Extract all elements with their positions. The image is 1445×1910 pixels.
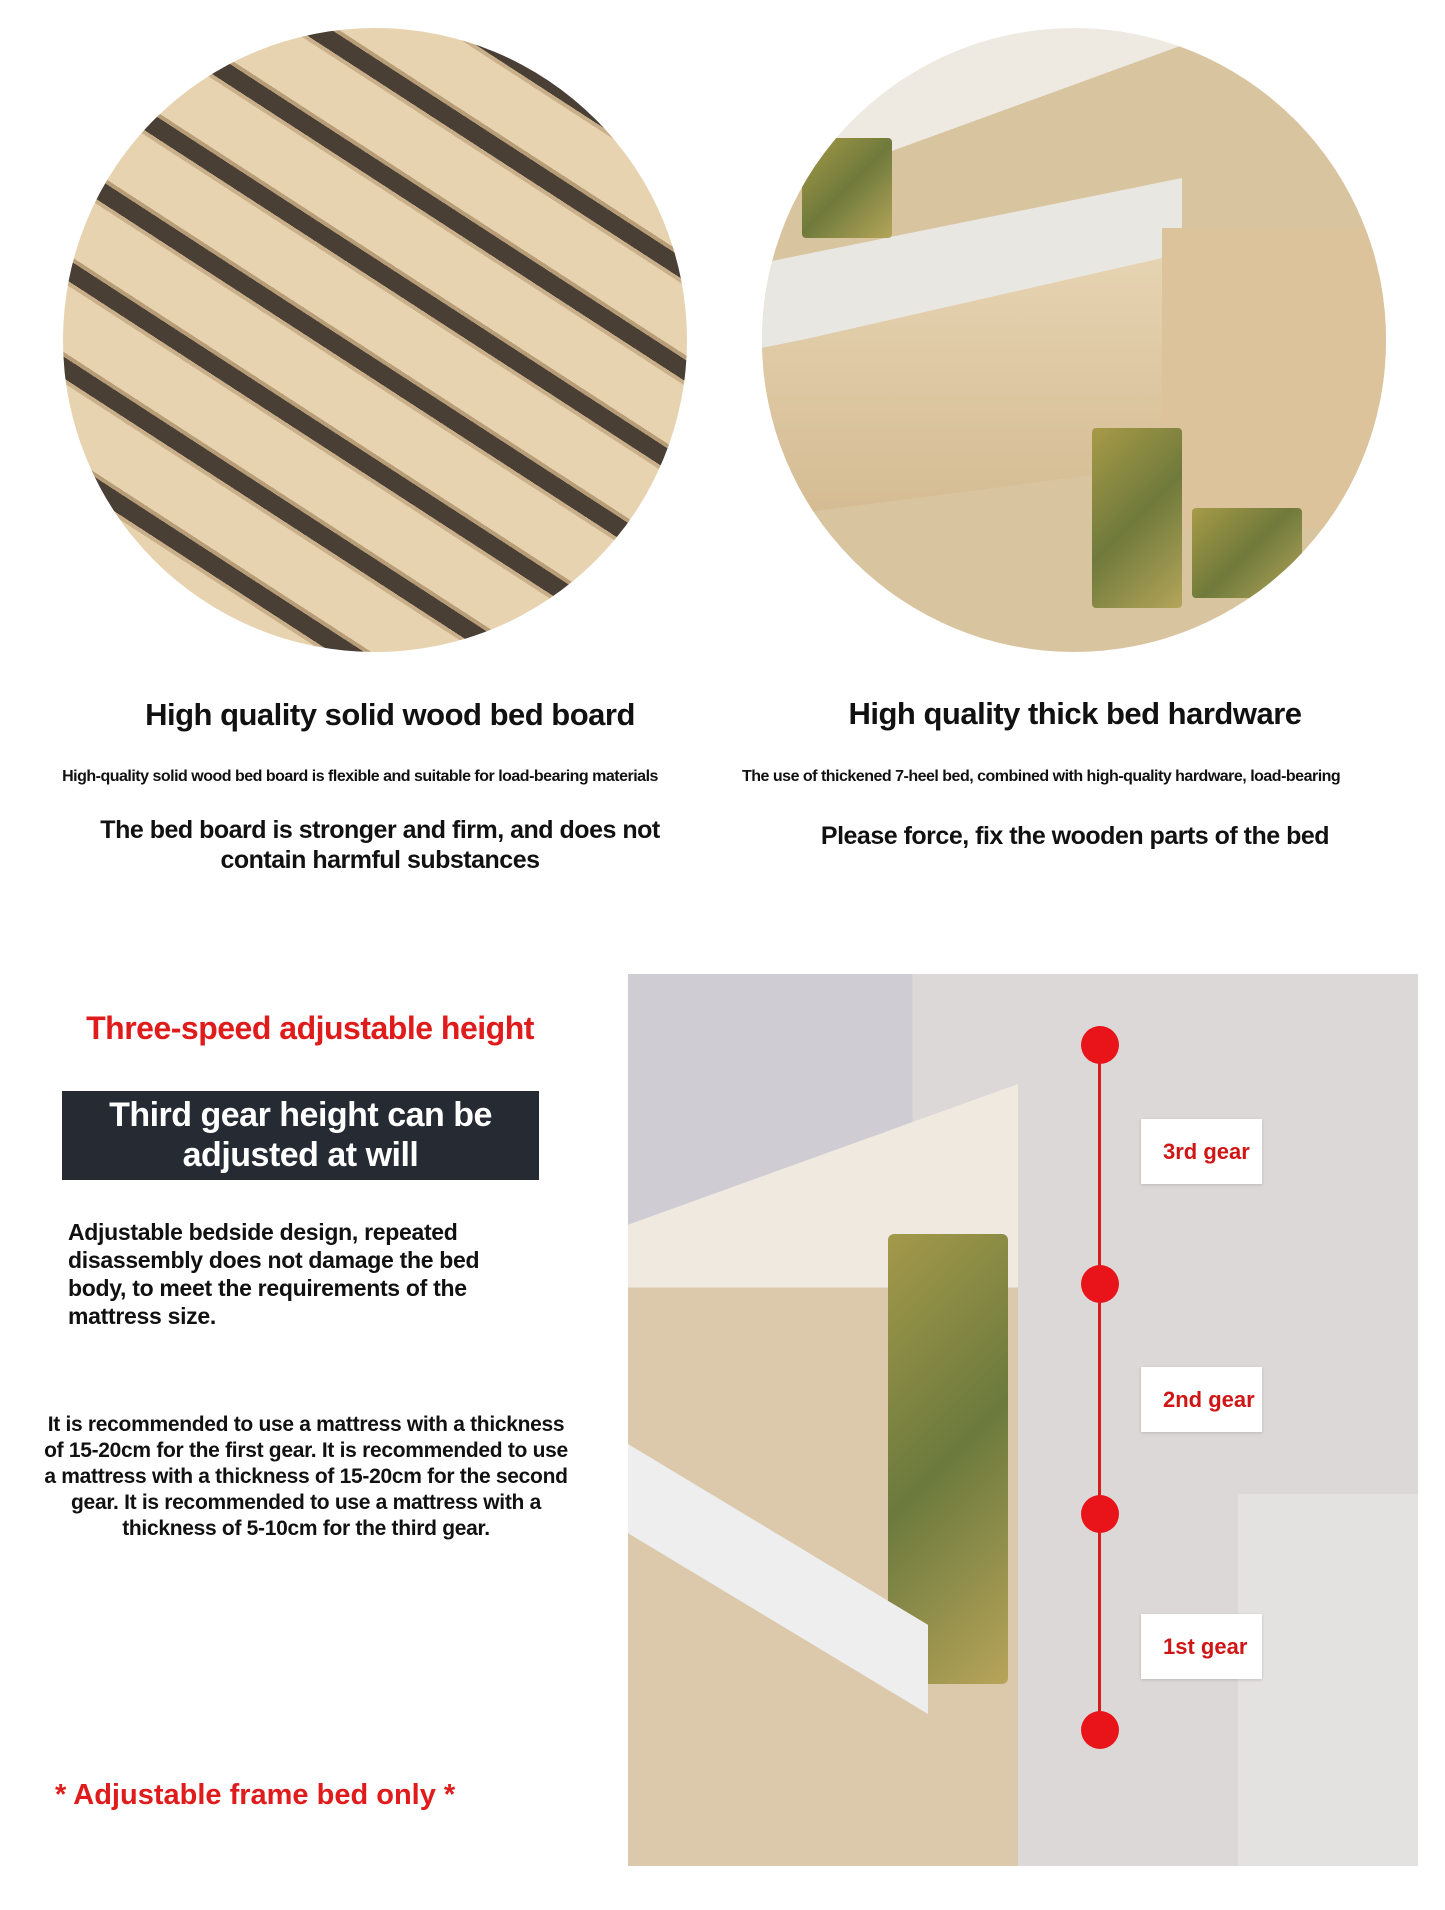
gear-label-3rd: 3rd gear (1141, 1119, 1262, 1184)
bed-hardware-photo (762, 28, 1386, 652)
left-feature-tagline: The bed board is stronger and firm, and does not contain harmful substances (100, 816, 660, 874)
height-dot (1081, 1711, 1119, 1749)
height-dot (1081, 1026, 1119, 1064)
right-feature-desc: The use of thickened 7-heel bed, combined with high-quality hardware, load-bearing (742, 768, 1341, 785)
height-dot (1081, 1265, 1119, 1303)
frame-note: * Adjustable frame bed only * (55, 1779, 456, 1811)
right-feature-title: High quality thick bed hardware (848, 696, 1302, 731)
adjust-banner: Third gear height can be adjusted at will (62, 1091, 539, 1180)
mattress-recommendation: It is recommended to use a mattress with a thickness of 15-20cm for the first gear. It is recommended to use a mattress with a thickness of 15-20cm for the second gear. It is recommended to use a mattress with a thickness of 5-10cm for the third gear. (44, 1413, 568, 1540)
gear-label-2nd: 2nd gear (1141, 1367, 1262, 1432)
gear-adjustment-photo (628, 974, 1418, 1866)
adjust-paragraph: Adjustable bedside design, repeated disassembly does not damage the bed body, to meet the requirements of the mattress size. (68, 1219, 480, 1329)
left-feature-desc: High-quality solid wood bed board is flexible and suitable for load-bearing materials (62, 768, 658, 785)
gear-label-1st: 1st gear (1141, 1614, 1262, 1679)
adjust-title: Three-speed adjustable height (86, 1010, 534, 1046)
height-dot (1081, 1495, 1119, 1533)
right-feature-tagline: Please force, fix the wooden parts of the bed (820, 822, 1330, 850)
wood-slats-photo (63, 28, 687, 652)
height-indicator-line (1098, 1026, 1101, 1731)
left-feature-title: High quality solid wood bed board (145, 697, 635, 732)
